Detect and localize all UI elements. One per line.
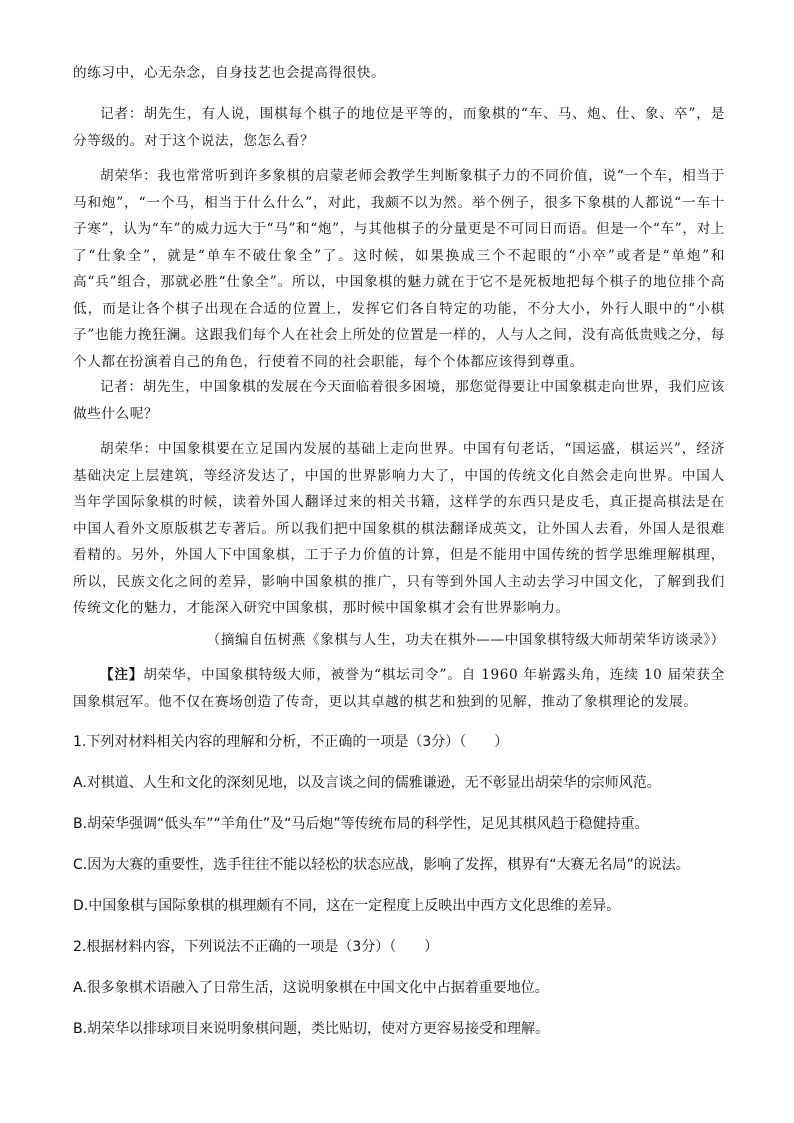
paragraph-reporter-question-2: 记者：胡先生，中国象棋的发展在今天面临着很多困境，那您觉得要让中国象棋走向世界，我们应该做些什么呢？: [73, 379, 725, 422]
question-1-option-b: B.胡荣华强调“低头车”“羊角仕”及“马后炮”等传统布局的科学性，足见其棋风趋于稳健持重。: [73, 816, 649, 832]
question-1-option-d: D.中国象棋与国际象棋的棋理颇有不同，这在一定程度上反映出中西方文化思维的差异。: [73, 898, 621, 914]
question-1-stem: 1.下列对材料相关内容的理解和分析，不正确的一项是（3分）（ ）: [73, 734, 509, 750]
question-1-option-a: A.对棋道、人生和文化的深刻见地，以及言谈之间的儒雅谦逊，无不彰显出胡荣华的宗师风范。: [73, 775, 661, 791]
paragraph-hu-answer-1: 胡荣华：我也常常听到许多象棋的启蒙老师会教学生判断象棋子力的不同价值，说“一个车，相当于马和炮”，“一个马，相当于什么什么”，对此，我颇不以为然。举个例子，很多下象棋的人都说“一车十子寒”，认为“车”的威力远大于“马”和“炮”，与其他棋子的分量更是不可同日而语。但是一个“车”，对上了“仕象全”，就是“单车不破仕象全”了。这时候，如果换成三个不起眼的“小卒”或者是“单炮”和高“兵”组合，那就必胜“仕象全”。所以，中国象棋的魅力就在于它不是死板地把每个棋子的地位排个高低，而是让各个棋子出现在合适的位置上，发挥它们各自特定的功能，不分大小，外行人眼中的“小棋子”也能力挽狂澜。这跟我们每个人在社会上所处的位置是一样的，人与人之间，没有高低贵贱之分，每个人都在扮演着自己的角色，行使着不同的社会职能，每个个体都应该得到尊重。: [73, 168, 725, 370]
question-2-option-b: B.胡荣华以排球项目来说明象棋问题，类比贴切，使对方更容易接受和理解。: [73, 1021, 550, 1037]
note-paragraph: [73, 662, 725, 715]
paragraph-hu-answer-2: 胡荣华：中国象棋要在立足国内发展的基础上走向世界。中国有句老话，“国运盛，棋运兴”，经济基础决定上层建筑，等经济发达了，中国的世界影响力大了，中国的传统文化自然会走向世界。中国人当年学国际象棋的时候，读着外国人翻译过来的相关书籍，这样学的东西只是皮毛，真正提高棋法是在中国人看外文原版棋艺专著后。所以我们把中国象棋的棋法翻译成英文，让外国人去看，外国人是很难看精的。另外，外国人下中国象棋，工于子力价值的计算，但是不能用中国传统的哲学思维理解棋理，所以，民族文化之间的差异，影响中国象棋的推广，只有等到外国人主动去学习中国文化，了解到我们传统文化的魅力，才能深入研究中国象棋，那时候中国象棋才会有世界影响力。: [73, 441, 725, 616]
question-2-stem: 2.根据材料内容，下列说法不正确的一项是（3分）（ ）: [73, 939, 439, 955]
note-text: 胡荣华，中国象棋特级大师，被誉为“棋坛司令”。自 1960 年崭露头角，连续 10 届荣获全国象棋冠军。他不仅在赛场创造了传奇，更以其卓越的棋艺和独到的见解，推动了象棋理论的发展。: [73, 667, 725, 710]
source-citation: （摘编自伍树燕《象棋与人生，功夫在棋外——中国象棋特级大师胡荣华访谈录》）: [206, 632, 725, 648]
question-2-option-a: A.很多象棋术语融入了日常生活，这说明象棋在中国文化中占据着重要地位。: [73, 980, 549, 996]
paragraph-continuation: 的练习中，心无杂念，自身技艺也会提高得很快。: [73, 65, 386, 81]
note-label: 【注】: [100, 667, 144, 683]
paragraph-reporter-question-1: 记者：胡先生，有人说，围棋每个棋子的地位是平等的，而象棋的“车、马、炮、仕、象、卒”，是分等级的。对于这个说法，您怎么看？: [73, 106, 725, 149]
question-1-option-c: C.因为大赛的重要性，选手往往不能以轻松的状态应战，影响了发挥，棋界有“大赛无名局”的说法。: [73, 857, 690, 873]
